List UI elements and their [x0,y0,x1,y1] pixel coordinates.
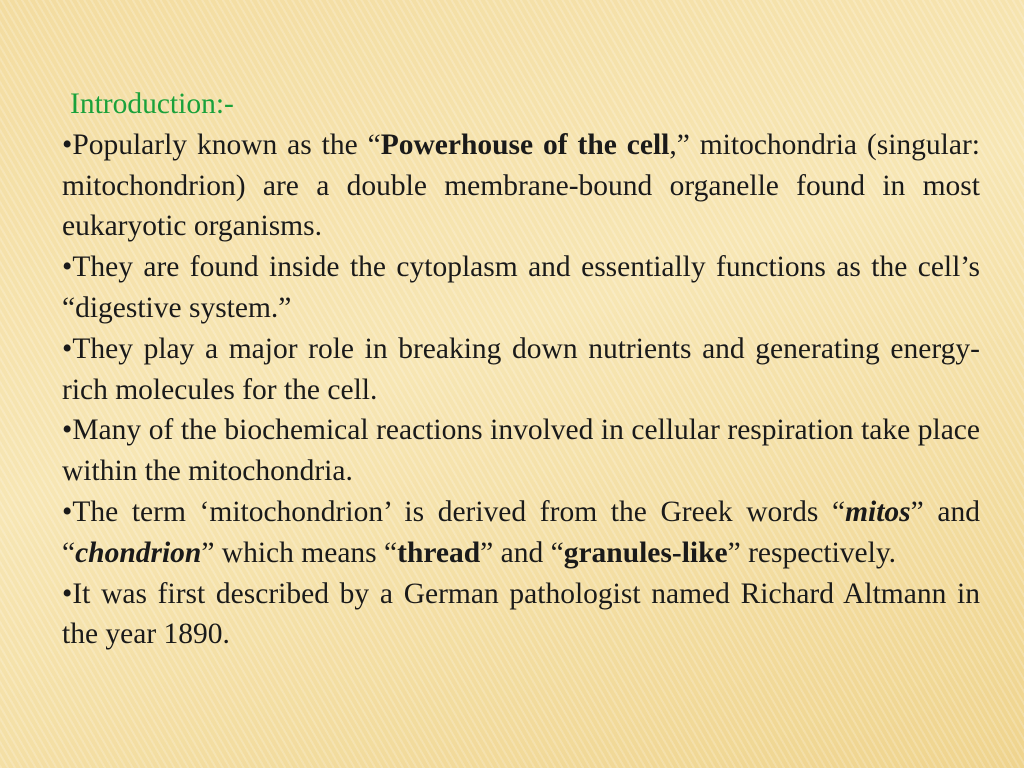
slide-content [62,84,980,655]
bullet-list [62,125,980,655]
term-granules-like: granules-like [563,536,728,569]
bullet-text: They are found inside the cytoplasm and essentially functions as the cell’s “digestive system.” [62,251,980,324]
bullet-text: ” respectively. [727,536,897,569]
section-heading: Introduction:- [70,88,234,120]
bullet-text: The term ‘mitochondrion’ is derived from the Greek words “ [72,495,846,528]
bullet-marker: • [62,251,73,284]
bullet-text: ” which means “ [201,536,398,569]
bullet-text: Many of the biochemical reactions involved in cellular respiration take place within the mitochondria. [62,414,980,488]
bullet-marker: • [62,128,73,161]
bullet-etymology [62,492,980,574]
term-chondrion: chondrion [75,536,202,569]
term-mitos: mitos [845,495,911,528]
term-thread: thread [397,536,481,569]
bullet-marker: • [62,332,73,365]
bullet-altmann [62,574,980,656]
bullet-text: ” and “ [480,536,564,569]
bullet-powerhouse [62,125,980,247]
bullet-marker: • [62,414,73,447]
bullet-marker: • [62,577,73,610]
bullet-text: It was first described by a German pathologist named Richard Altmann in the year 1890. [62,577,980,651]
bullet-text: Popularly known as the “ [72,128,381,161]
bold-term-powerhouse: Powerhouse of the cell [380,128,670,161]
bullet-nutrients [62,329,980,411]
bullet-text: ,” mitochondria (singular: mitochondrion) are a double membrane-bound organelle found in most eukaryotic organisms. [62,128,980,243]
bullet-marker: • [62,495,73,528]
bullet-cytoplasm [62,247,980,329]
bullet-respiration [62,410,980,492]
bullet-text: They play a major role in breaking down nutrients and generating energy-rich molecules for the cell. [62,332,980,406]
bullet-text: ” and “ [62,495,980,569]
